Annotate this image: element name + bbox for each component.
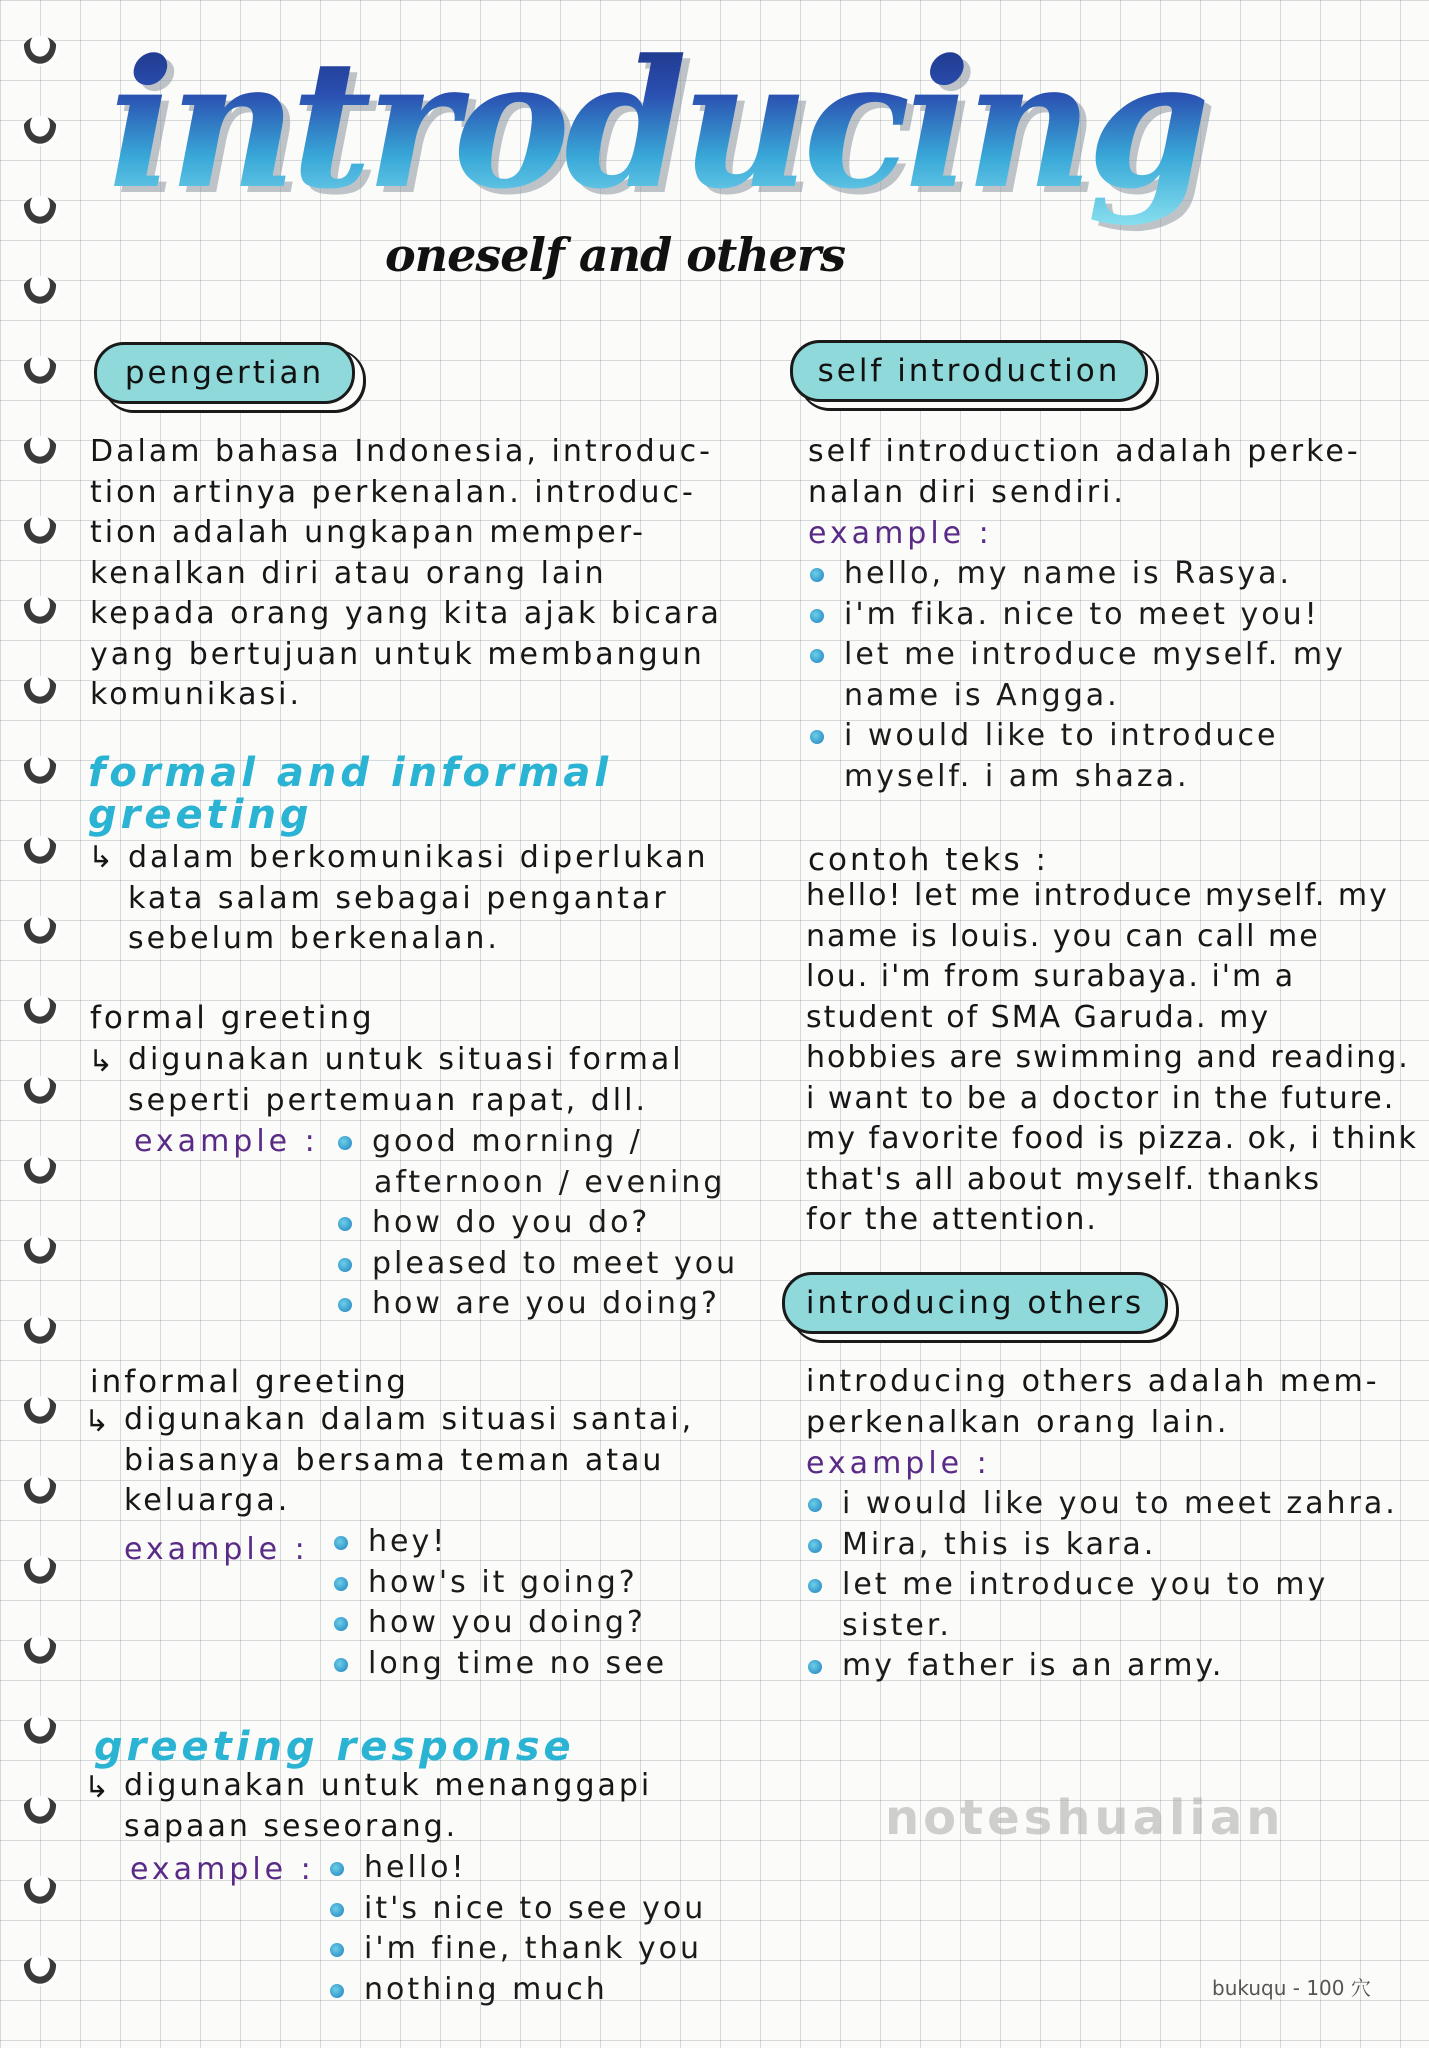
text-line: kenalkan diri atau orang lain — [90, 555, 607, 591]
example-label: example : — [806, 1446, 991, 1481]
example-text: let me introduce you to my — [842, 1567, 1329, 1602]
self-intro-paragraph — [808, 432, 1361, 513]
bullet-dot-icon — [330, 1903, 344, 1917]
list-item — [330, 1522, 667, 1563]
bullet-dot-icon — [330, 1984, 344, 1998]
text-line: dalam berkomunikasi diperlukan — [128, 840, 709, 875]
notebook-footer: bukuqu - 100 穴 — [1212, 1976, 1371, 2000]
binder-hole — [22, 1716, 58, 1746]
text-line: hobbies are swimming and reading. — [806, 1040, 1410, 1075]
binder-hole — [22, 1396, 58, 1426]
text-line: tion artinya perkenalan. introduc- — [90, 474, 696, 510]
text-line: introducing others adalah mem- — [806, 1364, 1380, 1399]
binder-hole — [22, 1476, 58, 1506]
example-text: it's nice to see you — [364, 1890, 707, 1926]
greeting-response-paragraph — [124, 1766, 652, 1847]
binder-hole — [22, 1636, 58, 1666]
pill-self-introduction-label: self introduction — [817, 353, 1121, 389]
list-item — [334, 1122, 738, 1163]
binder-hole — [22, 1316, 58, 1346]
text-line: tion adalah ungkapan memper- — [90, 515, 647, 550]
heading-formal-greeting: formal greeting — [90, 1000, 375, 1036]
binder-hole — [22, 596, 58, 626]
bullet-dot-icon — [338, 1258, 352, 1272]
binder-hole — [22, 516, 58, 546]
list-item — [804, 1525, 1398, 1566]
text-line: nalan diri sendiri. — [808, 474, 1126, 510]
text-line: sebelum berkenalan. — [128, 921, 500, 956]
binder-hole — [22, 436, 58, 466]
example-text: myself. i am shaza. — [844, 758, 1190, 794]
list-item — [334, 1244, 738, 1285]
example-text: nothing much — [364, 1971, 608, 2007]
binder-hole — [22, 1796, 58, 1826]
example-text: i'm fika. nice to meet you! — [844, 596, 1320, 632]
text-line: digunakan untuk menanggapi — [124, 1768, 653, 1803]
list-item — [806, 635, 1346, 676]
text-line: for the attention. — [806, 1202, 1098, 1237]
list-item — [334, 1284, 738, 1325]
example-text: afternoon / evening — [374, 1164, 726, 1200]
watermark: noteshualian — [885, 1790, 1285, 1846]
bullet-dot-icon — [338, 1136, 352, 1150]
text-line: that's all about myself. thanks — [806, 1161, 1322, 1197]
binder-hole — [22, 1556, 58, 1586]
example-text: name is Angga. — [844, 677, 1120, 713]
example-label: example : — [808, 516, 993, 551]
heading-greeting-response: greeting response — [94, 1724, 575, 1770]
binder-hole — [22, 1956, 58, 1986]
example-text: how's it going? — [368, 1564, 638, 1600]
bullet-dot-icon — [330, 1943, 344, 1957]
list-item — [806, 676, 1346, 717]
binder-hole — [22, 756, 58, 786]
example-text: long time no see — [368, 1645, 668, 1681]
arrow-icon: ↳ — [84, 1404, 110, 1439]
text-line: komunikasi. — [90, 677, 302, 712]
binder-holes — [0, 0, 80, 2048]
text-line: biasanya bersama teman atau — [124, 1442, 665, 1478]
example-text: how are you doing? — [372, 1286, 720, 1321]
example-text: Mira, this is kara. — [842, 1526, 1157, 1562]
example-text: i would like you to meet zahra. — [842, 1486, 1398, 1521]
example-text: i'm fine, thank you — [364, 1931, 702, 1966]
pill-introducing-others-label: introducing others — [805, 1285, 1145, 1321]
heading-formal-informal-1: formal and informal — [88, 750, 613, 796]
list-item — [334, 1163, 738, 1204]
list-item — [804, 1565, 1398, 1606]
formal-informal-paragraph — [128, 838, 709, 960]
list-item — [804, 1606, 1398, 1647]
list-item — [806, 716, 1346, 757]
list-item — [326, 1970, 706, 2011]
list-item — [806, 554, 1346, 595]
arrow-icon: ↳ — [88, 1044, 114, 1079]
example-label: example : — [130, 1852, 315, 1887]
binder-hole — [22, 836, 58, 866]
contoh-teks-paragraph — [806, 876, 1418, 1241]
list-item — [326, 1889, 706, 1930]
list-item — [326, 1929, 706, 1970]
bullet-dot-icon — [334, 1658, 348, 1672]
text-line: digunakan dalam situasi santai, — [124, 1402, 695, 1437]
intro-others-paragraph — [806, 1362, 1380, 1443]
greeting-response-examples — [326, 1848, 706, 2010]
binder-hole — [22, 1236, 58, 1266]
binder-hole — [22, 276, 58, 306]
list-item — [334, 1203, 738, 1244]
binder-hole — [22, 1876, 58, 1906]
bullet-dot-icon — [338, 1298, 352, 1312]
example-text: i would like to introduce — [844, 718, 1279, 753]
list-item — [330, 1603, 667, 1644]
self-intro-examples — [806, 554, 1346, 797]
list-item — [326, 1848, 706, 1889]
pill-self-introduction — [790, 340, 1148, 402]
binder-hole — [22, 996, 58, 1026]
bullet-dot-icon — [808, 1579, 822, 1593]
text-line: hello! let me introduce myself. my — [806, 878, 1389, 913]
bullet-dot-icon — [808, 1539, 822, 1553]
binder-hole — [22, 916, 58, 946]
heading-contoh-teks: contoh teks : — [808, 842, 1049, 878]
example-text: hello, my name is Rasya. — [844, 556, 1293, 591]
example-text: sister. — [842, 1607, 952, 1643]
text-line: i want to be a doctor in the future. — [806, 1080, 1396, 1116]
text-line: kata salam sebagai pengantar — [128, 880, 669, 916]
text-line: sapaan seseorang. — [124, 1808, 459, 1844]
binder-hole — [22, 116, 58, 146]
example-text: let me introduce myself. my — [844, 637, 1346, 672]
example-text: how do you do? — [372, 1205, 651, 1240]
informal-greeting-examples — [330, 1522, 667, 1684]
binder-hole — [22, 196, 58, 226]
bullet-dot-icon — [808, 1660, 822, 1674]
example-text: my father is an army. — [842, 1648, 1225, 1683]
pill-introducing-others — [782, 1272, 1168, 1334]
formal-greeting-examples — [334, 1122, 738, 1325]
text-line: self introduction adalah perke- — [808, 434, 1361, 469]
text-line: Dalam bahasa Indonesia, introduc- — [90, 434, 714, 469]
intro-others-examples — [804, 1484, 1398, 1687]
arrow-icon: ↳ — [88, 840, 114, 875]
example-text: how you doing? — [368, 1605, 646, 1640]
list-item — [806, 757, 1346, 798]
text-line: student of SMA Garuda. my — [806, 999, 1271, 1035]
list-item — [330, 1563, 667, 1604]
heading-formal-informal-2: greeting — [88, 792, 313, 838]
text-line: keluarga. — [124, 1483, 291, 1518]
list-item — [804, 1484, 1398, 1525]
heading-informal-greeting: informal greeting — [90, 1364, 409, 1400]
text-line: seperti pertemuan rapat, dll. — [128, 1082, 649, 1118]
text-line: yang bertujuan untuk membangun — [90, 636, 705, 672]
binder-hole — [22, 1076, 58, 1106]
example-text: hello! — [364, 1850, 467, 1885]
binder-hole — [22, 356, 58, 386]
bullet-dot-icon — [810, 568, 824, 582]
arrow-icon: ↳ — [84, 1770, 110, 1805]
page-subtitle: oneself and others — [385, 228, 846, 282]
text-line: name is louis. you can call me — [806, 918, 1320, 954]
bullet-dot-icon — [338, 1217, 352, 1231]
bullet-dot-icon — [334, 1577, 348, 1591]
pill-pengertian — [94, 342, 355, 404]
bullet-dot-icon — [330, 1862, 344, 1876]
binder-hole — [22, 1156, 58, 1186]
bullet-dot-icon — [810, 649, 824, 663]
text-line: perkenalkan orang lain. — [806, 1404, 1230, 1440]
page-title: introducing — [108, 20, 1318, 230]
list-item — [806, 595, 1346, 636]
list-item — [330, 1644, 667, 1685]
binder-hole — [22, 676, 58, 706]
bullet-dot-icon — [810, 730, 824, 744]
binder-hole — [22, 36, 58, 66]
text-line: lou. i'm from surabaya. i'm a — [806, 959, 1296, 994]
list-item — [804, 1646, 1398, 1687]
example-text: pleased to meet you — [372, 1245, 739, 1281]
text-line: digunakan untuk situasi formal — [128, 1042, 684, 1077]
formal-greeting-paragraph — [128, 1040, 684, 1121]
text-line: kepada orang yang kita ajak bicara — [90, 596, 722, 631]
text-line: my favorite food is pizza. ok, i think — [806, 1121, 1418, 1156]
example-text: hey! — [368, 1524, 448, 1559]
pill-pengertian-label: pengertian — [124, 355, 325, 391]
example-label: example : — [134, 1124, 319, 1159]
bullet-dot-icon — [810, 609, 824, 623]
example-text: good morning / — [372, 1124, 643, 1159]
bullet-dot-icon — [334, 1617, 348, 1631]
bullet-dot-icon — [334, 1536, 348, 1550]
informal-greeting-paragraph — [124, 1400, 694, 1522]
pengertian-paragraph — [90, 432, 722, 716]
bullet-dot-icon — [808, 1498, 822, 1512]
example-label: example : — [124, 1532, 309, 1567]
